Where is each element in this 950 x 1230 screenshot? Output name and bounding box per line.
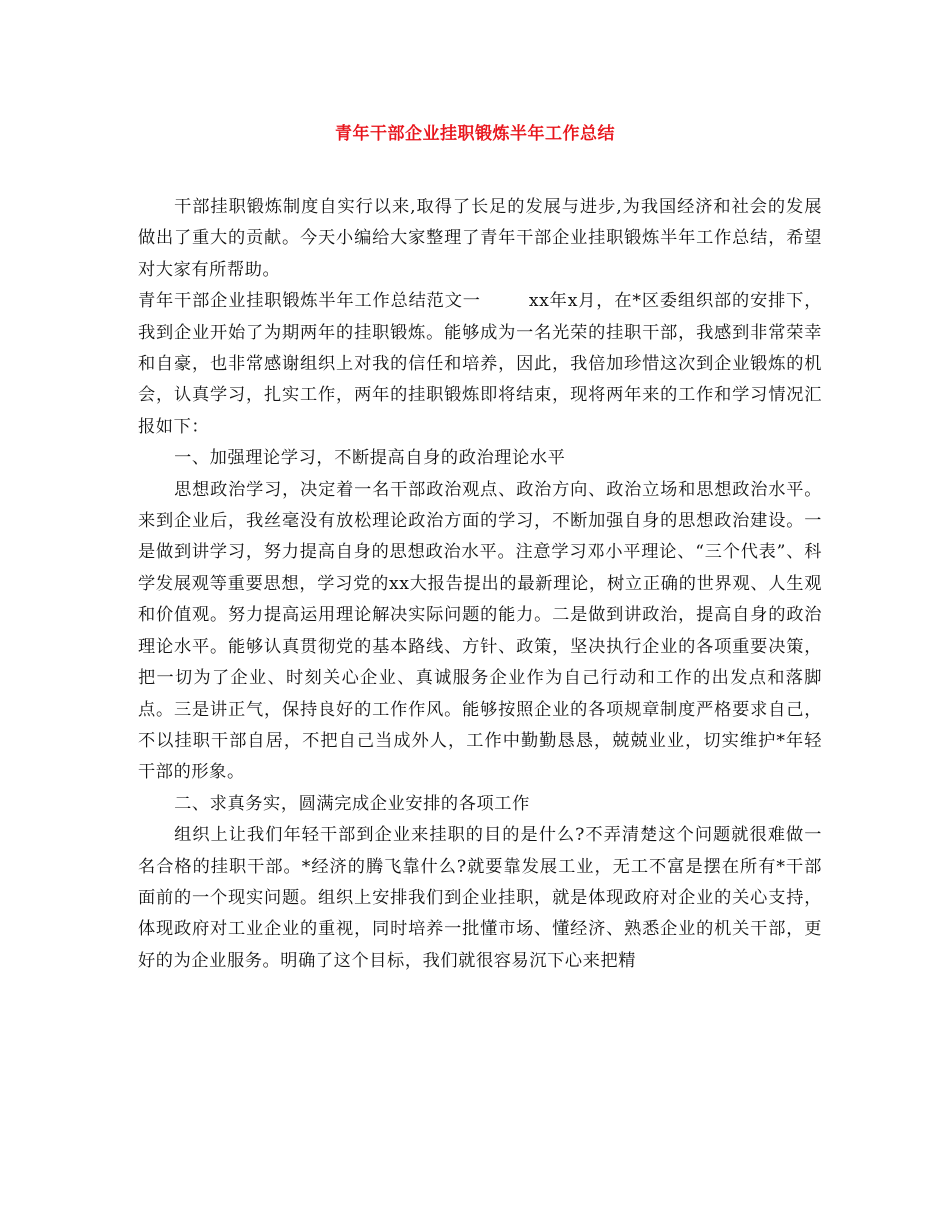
document-title: 青年干部企业挂职锻炼半年工作总结 [335,124,615,144]
sample-opening-paragraph [138,286,822,443]
section-2-body: 组织上让我们年轻干部到企业来挂职的目的是什么?不弄清楚这个问题就很难做一名合格的挂职干部。*经济的腾飞靠什么?就要靠发展工业，无工不富是摆在所有*干部面前的一个现实问题。组织上安排我们到企业挂职，就是体现政府对企业的关心支持，体现政府对工业企业的重视，同时培养一批懂市场、懂经济、熟悉企业的机关干部，更好的为企业服务。明确了这个目标，我们就很容易沉下心来把精 [138,825,822,971]
section-2-heading: 二、求真务实，圆满完成企业安排的各项工作 [174,793,530,814]
sample-opening-text: xx年x月，在*区委组织部的安排下，我到企业开始了为期两年的挂职锻炼。能够成为一名光荣的挂职干部，我感到非常荣幸和自豪，也非常感谢组织上对我的信任和培养，因此，我倍加珍惜这次到企业锻炼的机会，认真学习，扎实工作，两年的挂职锻炼即将结束，现将两年来的工作和学习情况汇报如下： [138,291,822,437]
sample-heading: 青年干部企业挂职锻炼半年工作总结范文一 [138,291,481,312]
document-body [138,192,822,977]
section-1-heading: 一、加强理论学习，不断提高自身的政治理论水平 [174,448,566,469]
section-1-body: 思想政治学习，决定着一名干部政治观点、政治方向、政治立场和思想政治水平。来到企业后，我丝毫没有放松理论政治方面的学习，不断加强自身的思想政治建设。一是做到讲学习，努力提高自身的思想政治水平。注意学习邓小平理论、“三个代表”、科学发展观等重要思想，学习党的xx大报告提出的最新理论，树立正确的世界观、人生观和价值观。努力提高运用理论解决实际问题的能力。二是做到讲政治，提高自身的政治理论水平。能够认真贯彻党的基本路线、方针、政策，坚决执行企业的各项重要决策，把一切为了企业、时刻关心企业、真诚服务企业作为自己行动和工作的出发点和落脚点。三是讲正气，保持良好的工作作风。能够按照企业的各项规章制度严格要求自己，不以挂职干部自居，不把自己当成外人，工作中勤勤恳恳，兢兢业业，切实维护*年轻干部的形象。 [138,479,822,783]
intro-paragraph: 干部挂职锻炼制度自实行以来,取得了长足的发展与进步,为我国经济和社会的发展做出了重大的贡献。今天小编给大家整理了青年干部企业挂职锻炼半年工作总结，希望对大家有所帮助。 [138,197,822,280]
